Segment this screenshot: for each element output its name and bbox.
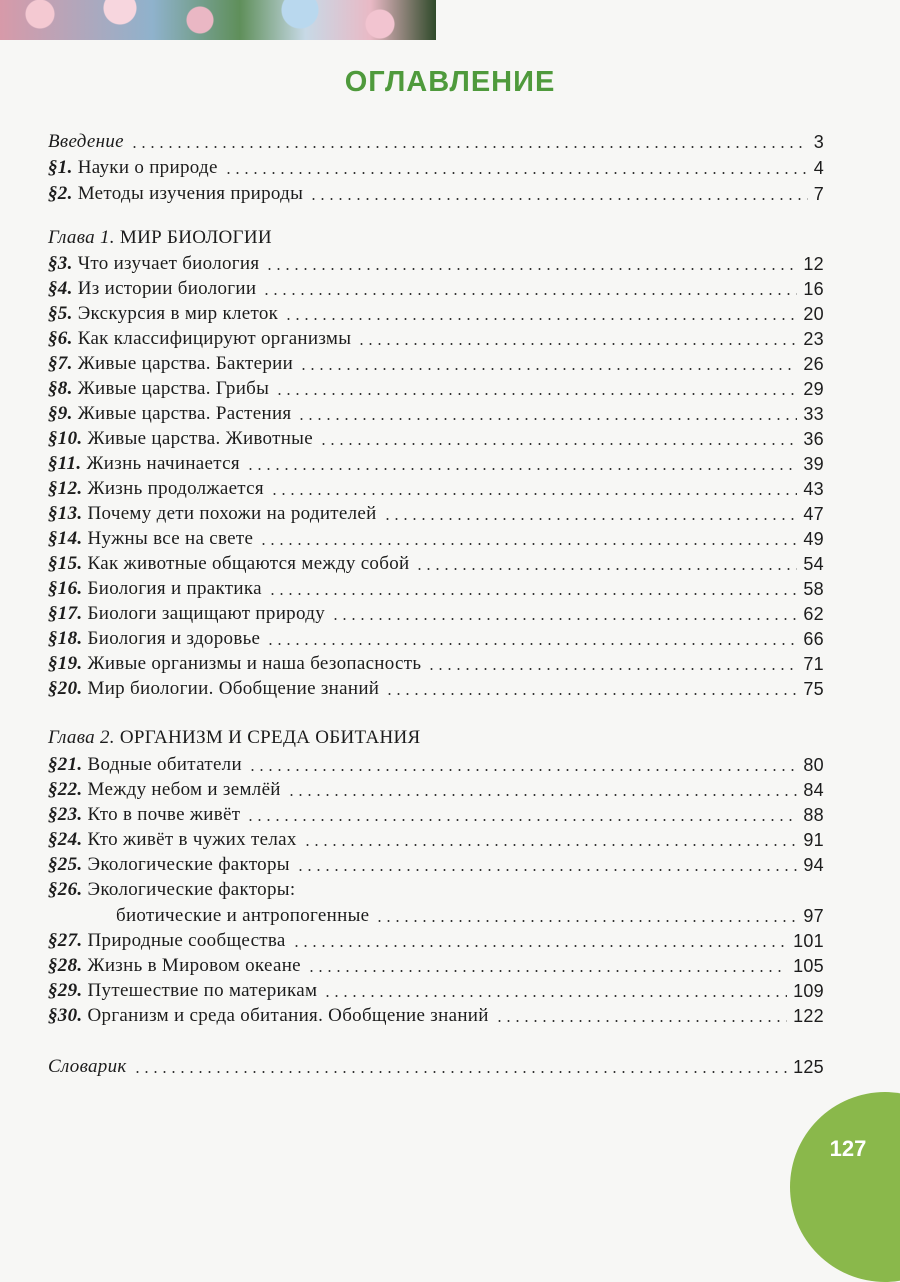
toc-entry[interactable] — [48, 427, 824, 451]
toc-entry-label: Экологические факторы: — [87, 879, 296, 900]
toc-entry-intro[interactable] — [48, 130, 824, 154]
toc-entry[interactable] — [48, 377, 824, 401]
toc-entry-first-line[interactable] — [48, 878, 824, 902]
toc-entry-number: §27. — [48, 930, 83, 951]
toc-entry-page: 91 — [803, 830, 824, 850]
dot-leader — [415, 568, 797, 570]
toc-entry-page: 4 — [813, 158, 824, 178]
toc-entry[interactable] — [48, 929, 824, 953]
toc-entry-page: 39 — [803, 454, 824, 474]
toc-entry-continuation[interactable] — [48, 904, 824, 928]
dot-leader — [296, 869, 798, 871]
toc-entry-number: §8. — [48, 378, 73, 399]
toc-entry-number: §29. — [48, 980, 83, 1001]
toc-entry-number: §14. — [48, 528, 83, 549]
toc-entry[interactable] — [48, 552, 824, 576]
toc-entry-label: Водные обитатели — [87, 754, 242, 775]
dot-leader — [268, 593, 798, 595]
toc-entry-number: §18. — [48, 628, 83, 649]
toc-entry-page: 36 — [803, 429, 824, 449]
dot-leader — [385, 693, 797, 695]
dot-leader — [262, 293, 797, 295]
toc-entry-label: Путешествие по материкам — [87, 980, 318, 1001]
toc-entry-page: 80 — [803, 755, 824, 775]
page-title: ОГЛАВЛЕНИЕ — [344, 66, 556, 98]
toc-entry-page: 20 — [803, 304, 824, 324]
toc-entry-page: 23 — [803, 329, 824, 349]
toc-entry-number: §9. — [48, 403, 73, 424]
toc-entry-page: 75 — [803, 679, 824, 699]
toc-entry[interactable] — [48, 954, 824, 978]
dot-leader — [323, 995, 787, 997]
toc-entry-page: 58 — [803, 579, 824, 599]
toc-entry-label: Экологические факторы — [87, 854, 290, 875]
dot-leader — [284, 318, 797, 320]
toc-entry[interactable] — [48, 778, 824, 802]
dot-leader — [275, 393, 797, 395]
chapter-prefix: Глава 1. — [48, 227, 115, 248]
toc-entry-number: §2. — [48, 183, 73, 204]
dot-leader — [224, 172, 808, 174]
toc-entry-page: 66 — [803, 629, 824, 649]
toc-entry-label: Что изучает биология — [77, 253, 260, 274]
toc-entry[interactable] — [48, 327, 824, 351]
toc-entry-page: 43 — [803, 479, 824, 499]
chapter-heading-2 — [48, 726, 824, 750]
toc-entry-number: §3. — [48, 253, 73, 274]
chapter-title: ОРГАНИЗМ И СРЕДА ОБИТАНИЯ — [119, 727, 421, 748]
toc-entry-number: §13. — [48, 503, 83, 524]
toc-entry-label: Жизнь начинается — [86, 453, 240, 474]
toc-entry-page: 16 — [803, 279, 824, 299]
toc-entry-label: Организм и среда обитания. Обобщение знаний — [87, 1005, 489, 1026]
toc-entry[interactable] — [48, 252, 824, 276]
toc-entry[interactable] — [48, 402, 824, 426]
toc-entry-number: §22. — [48, 779, 83, 800]
toc-entry-page: 29 — [803, 379, 824, 399]
dot-leader — [130, 146, 808, 148]
toc-entry-page: 7 — [813, 184, 824, 204]
toc-entry-page: 49 — [803, 529, 824, 549]
chapter-title: МИР БИОЛОГИИ — [119, 227, 272, 248]
toc-entry-label: Живые царства. Растения — [77, 403, 292, 424]
toc-entry-number: §25. — [48, 854, 83, 875]
toc-entry-page: 84 — [803, 780, 824, 800]
toc-entry-glossary[interactable] — [48, 1055, 824, 1079]
toc-entry-label: Почему дети похожи на родителей — [87, 503, 377, 524]
toc-entry[interactable] — [48, 652, 824, 676]
toc-entry-number: §10. — [48, 428, 83, 449]
toc-entry-label: Экскурсия в мир клеток — [77, 303, 279, 324]
toc-entry-label: Живые царства. Животные — [87, 428, 313, 449]
toc-entry-label: Живые организмы и наша безопасность — [87, 653, 422, 674]
toc-entry-number: §15. — [48, 553, 83, 574]
toc-entry-number: §5. — [48, 303, 73, 324]
toc-entry-label: Биология и здоровье — [87, 628, 261, 649]
chapter-prefix: Глава 2. — [48, 727, 115, 748]
dot-leader — [133, 1071, 787, 1073]
dot-leader — [309, 198, 807, 200]
toc-entry-label: Мир биологии. Обобщение знаний — [87, 678, 380, 699]
toc-entry[interactable] — [48, 452, 824, 476]
dot-leader — [259, 543, 797, 545]
toc-entry[interactable] — [48, 477, 824, 501]
toc-entry-number: §19. — [48, 653, 83, 674]
dot-leader — [307, 970, 787, 972]
toc-entry-number: §1. — [48, 157, 73, 178]
toc-entry-label: Биологи защищают природу — [87, 603, 325, 624]
toc-entry-page: 109 — [793, 981, 824, 1001]
toc-entry[interactable] — [48, 302, 824, 326]
toc-entry-label-continuation: биотические и антропогенные — [116, 905, 370, 926]
toc-entry-number: §26. — [48, 879, 83, 900]
toc-entry-number: §24. — [48, 829, 83, 850]
toc-entry-page: 33 — [803, 404, 824, 424]
dot-leader — [331, 618, 797, 620]
toc-entry[interactable] — [48, 527, 824, 551]
dot-leader — [266, 643, 797, 645]
toc-entry-number: §23. — [48, 804, 83, 825]
dot-leader — [383, 518, 798, 520]
toc-entry[interactable] — [48, 502, 824, 526]
toc-entry[interactable] — [48, 853, 824, 877]
dot-leader — [303, 844, 798, 846]
toc-entry-number: §21. — [48, 754, 83, 775]
toc-entry-page: 26 — [803, 354, 824, 374]
page-number-badge — [790, 1092, 900, 1282]
toc-entry[interactable] — [48, 979, 824, 1003]
toc-entry-number: §4. — [48, 278, 73, 299]
toc-entry-label: Введение — [48, 131, 124, 152]
toc-entry-number: §28. — [48, 955, 83, 976]
toc-entry[interactable] — [48, 1004, 824, 1028]
toc-entry-number: §12. — [48, 478, 83, 499]
toc-entry-page: 122 — [793, 1006, 824, 1026]
dot-leader — [427, 668, 797, 670]
toc-entry-page: 105 — [793, 956, 824, 976]
dot-leader — [248, 769, 797, 771]
header-photo-strip — [0, 0, 436, 40]
toc-entry-label: Биология и практика — [87, 578, 262, 599]
dot-leader — [246, 819, 797, 821]
toc-entry-label: Из истории биологии — [77, 278, 257, 299]
toc-entry-page: 54 — [803, 554, 824, 574]
dot-leader — [292, 945, 787, 947]
toc-entry-number: §16. — [48, 578, 83, 599]
toc-entry-number: §17. — [48, 603, 83, 624]
toc-entry[interactable] — [48, 277, 824, 301]
toc-entry-label: Кто в почве живёт — [87, 804, 241, 825]
toc-entry-page: 94 — [803, 855, 824, 875]
toc-entry-label: Между небом и землёй — [87, 779, 281, 800]
dot-leader — [495, 1020, 787, 1022]
dot-leader — [357, 343, 797, 345]
dot-leader — [246, 468, 798, 470]
toc-entry-label: Кто живёт в чужих телах — [87, 829, 297, 850]
dot-leader — [270, 493, 797, 495]
toc-entry-page: 88 — [803, 805, 824, 825]
toc-entry-label: Как животные общаются между собой — [87, 553, 410, 574]
toc-entry[interactable] — [48, 828, 824, 852]
toc-entry-number: §30. — [48, 1005, 83, 1026]
toc-entry-label: Как классифицируют организмы — [77, 328, 352, 349]
chapter-heading-1 — [48, 226, 824, 250]
toc-entry[interactable] — [48, 182, 824, 206]
dot-leader — [319, 443, 797, 445]
toc-entry-number: §11. — [48, 453, 82, 474]
toc-entry-number: §20. — [48, 678, 83, 699]
dot-leader — [287, 794, 798, 796]
dot-leader — [299, 368, 797, 370]
toc-entry-number: §7. — [48, 353, 73, 374]
toc-entry-label: Науки о природе — [77, 157, 218, 178]
toc-entry[interactable] — [48, 753, 824, 777]
toc-entry-page: 97 — [803, 906, 824, 926]
toc-entry-page: 12 — [803, 254, 824, 274]
toc-entry-number: §6. — [48, 328, 73, 349]
dot-leader — [375, 920, 797, 922]
toc-entry-label: Природные сообщества — [87, 930, 286, 951]
dot-leader — [297, 418, 797, 420]
toc-entry-label: Словарик — [48, 1056, 127, 1077]
toc-entry-label: Жизнь продолжается — [87, 478, 264, 499]
toc-entry-page: 47 — [803, 504, 824, 524]
page-number: 127 — [829, 1136, 867, 1161]
toc-entry-page: 3 — [813, 132, 824, 152]
toc-entry-page: 71 — [803, 654, 824, 674]
toc-entry[interactable] — [48, 352, 824, 376]
toc-entry-label: Живые царства. Бактерии — [77, 353, 294, 374]
toc-entry-label: Нужны все на свете — [87, 528, 254, 549]
toc-entry[interactable] — [48, 627, 824, 651]
toc-entry-label: Методы изучения природы — [77, 183, 304, 204]
toc-entry-label: Живые царства. Грибы — [77, 378, 270, 399]
toc-entry[interactable] — [48, 677, 824, 701]
dot-leader — [265, 268, 797, 270]
toc-entry[interactable] — [48, 803, 824, 827]
toc-entry[interactable] — [48, 577, 824, 601]
toc-entry-label: Жизнь в Мировом океане — [87, 955, 301, 976]
toc-entry[interactable] — [48, 602, 824, 626]
toc-entry[interactable] — [48, 156, 824, 180]
toc-entry-page: 101 — [793, 931, 824, 951]
toc-entry-page: 125 — [793, 1057, 824, 1077]
toc-entry-page: 62 — [803, 604, 824, 624]
